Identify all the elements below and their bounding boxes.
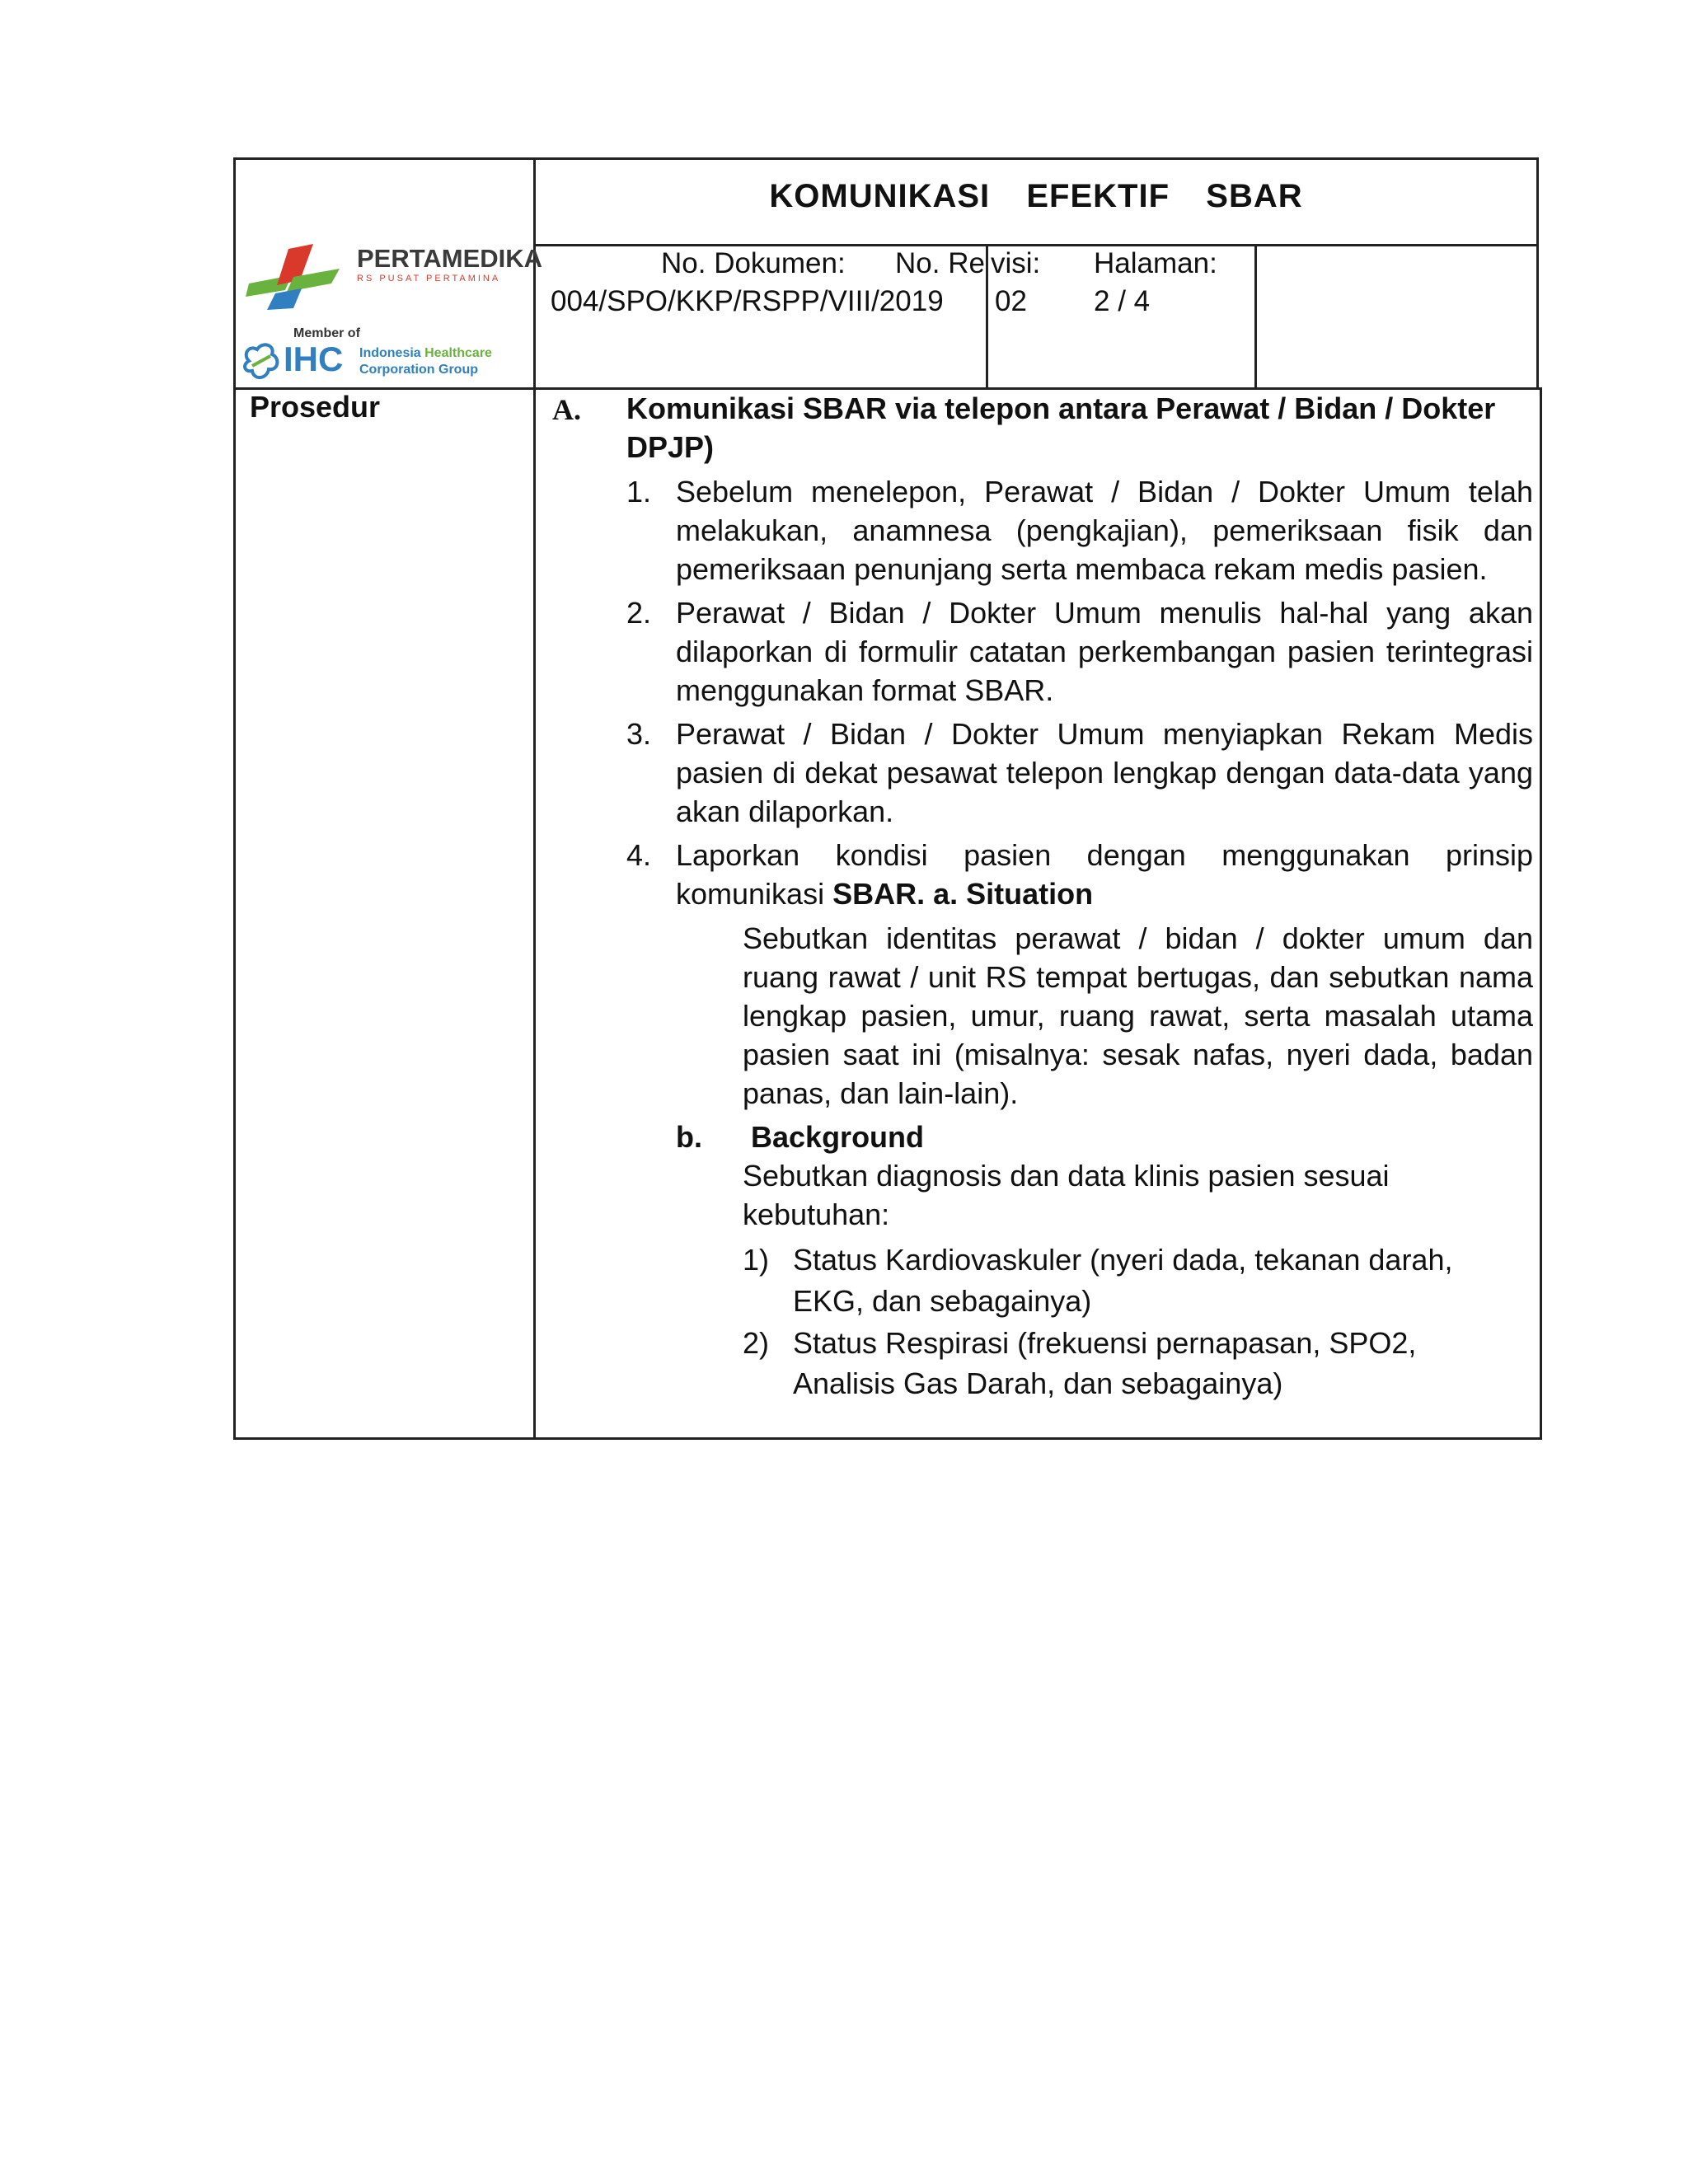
title-row-divider bbox=[533, 244, 1539, 246]
situation-line: pasien saat ini (misalnya: sesak nafas, nyeri dada, badan bbox=[743, 1038, 1533, 1071]
ihc-emblem-icon bbox=[241, 338, 282, 384]
doc-number-value: 004/SPO/KKP/RSPP/VIII/2019 bbox=[551, 285, 944, 317]
background-title: Background bbox=[751, 1120, 925, 1154]
page-value: 2 / 4 bbox=[1094, 285, 1151, 317]
page-label: Halaman: bbox=[1094, 247, 1217, 279]
item-4-line-2 bbox=[676, 874, 1093, 913]
document-title: KOMUNIKASI EFEKTIF SBAR bbox=[769, 178, 1303, 214]
section-title-line-1: Komunikasi SBAR via telepon antara Perawat / Bidan / Dokter bbox=[626, 391, 1496, 425]
pertamedika-brand-sub: RS PUSAT PERTAMINA bbox=[357, 274, 501, 284]
pertamedika-emblem-icon bbox=[242, 244, 341, 310]
item-4-line-2-bold: SBAR. a. Situation bbox=[832, 877, 1094, 911]
sub-item-2-line: Status Respirasi (frekuensi pernapasan, SPO2, bbox=[793, 1326, 1417, 1360]
doc-rev-divider bbox=[986, 244, 988, 390]
revision-label-part-a: No. Re bbox=[895, 247, 985, 279]
item-number: 2. bbox=[626, 596, 652, 630]
ihc-line-2: Corporation Group bbox=[359, 363, 478, 377]
item-number: 3. bbox=[626, 717, 652, 751]
situation-line: Sebutkan identitas perawat / bidan / dokter umum dan bbox=[743, 921, 1533, 955]
item-1-line: Sebelum menelepon, Perawat / Bidan / Dokter Umum telah bbox=[676, 475, 1533, 509]
ihc-line-1b: Healthcare bbox=[424, 346, 492, 360]
item-2-line: menggunakan format SBAR. bbox=[676, 673, 1054, 707]
doc-number-label: No. Dokumen: bbox=[661, 247, 846, 279]
background-line: kebutuhan: bbox=[743, 1197, 890, 1231]
situation-line: lengkap pasien, umur, ruang rawat, serta masalah utama bbox=[743, 999, 1533, 1033]
background-marker: b. bbox=[676, 1120, 702, 1154]
item-2-line: Perawat / Bidan / Dokter Umum menulis hal-hal yang akan bbox=[676, 596, 1533, 630]
sub-item-1-line: EKG, dan sebagainya) bbox=[793, 1284, 1092, 1318]
sub-item-number: 1) bbox=[743, 1243, 770, 1277]
revision-label-part-b: visi: bbox=[991, 247, 1041, 279]
left-column-divider bbox=[533, 157, 536, 1440]
procedure-label: Prosedur bbox=[250, 390, 381, 424]
revision-value: 02 bbox=[995, 285, 1027, 317]
situation-line: panas, dan lain-lain). bbox=[743, 1076, 1019, 1110]
section-title-line-2: DPJP) bbox=[626, 430, 715, 464]
item-2-line: dilaporkan di formulir catatan perkembangan pasien terintegrasi bbox=[676, 635, 1533, 668]
situation-line: ruang rawat / unit RS tempat bertugas, dan sebutkan nama bbox=[743, 960, 1533, 994]
item-number: 1. bbox=[626, 475, 652, 509]
pertamedika-brand: PERTAMEDIKA bbox=[357, 244, 543, 273]
ihc-line-1a: Indonesia bbox=[359, 346, 425, 360]
sub-item-number: 2) bbox=[743, 1326, 770, 1360]
page-blank-divider bbox=[1254, 244, 1257, 390]
ihc-line-1 bbox=[359, 346, 492, 361]
item-4-line-2-plain: komunikasi bbox=[676, 877, 833, 911]
sub-item-1-line: Status Kardiovaskuler (nyeri dada, tekanan darah, bbox=[793, 1243, 1453, 1277]
ihc-label: IHC bbox=[284, 340, 344, 378]
item-1-line: melakukan, anamnesa (pengkajian), pemeriksaan fisik dan bbox=[676, 513, 1533, 547]
item-number: 4. bbox=[626, 838, 652, 872]
hospital-logo bbox=[237, 244, 543, 387]
background-line: Sebutkan diagnosis dan data klinis pasien sesuai bbox=[743, 1159, 1390, 1193]
sub-item-2-line: Analisis Gas Darah, dan sebagainya) bbox=[793, 1366, 1283, 1400]
item-4-line: Laporkan kondisi pasien dengan menggunakan prinsip bbox=[676, 838, 1533, 872]
item-3-line: akan dilaporkan. bbox=[676, 794, 894, 828]
item-3-line: pasien di dekat pesawat telepon lengkap dengan data-data yang bbox=[676, 756, 1533, 790]
member-of-label: Member of bbox=[293, 326, 360, 340]
section-marker: A. bbox=[552, 393, 581, 426]
item-1-line: pemeriksaan penunjang serta membaca rekam medis pasien. bbox=[676, 552, 1488, 586]
item-3-line: Perawat / Bidan / Dokter Umum menyiapkan Rekam Medis bbox=[676, 717, 1533, 751]
